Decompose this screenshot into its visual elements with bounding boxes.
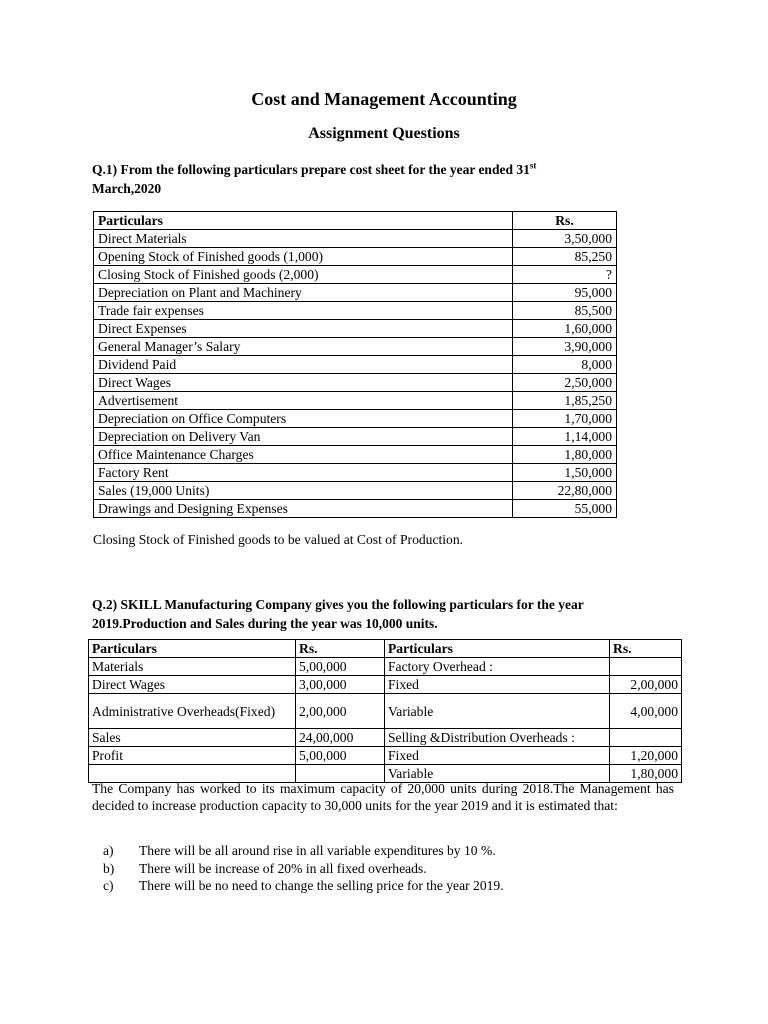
row-amount-right (610, 729, 682, 747)
q2-paragraph: The Company has worked to its maximum capacity of 20,000 units during 2018.The Management has decided to increase production capacity to 30,000 units for the year 2019 and it is estimated that: (92, 781, 674, 813)
row-particulars: General Manager’s Salary (94, 338, 513, 356)
q2-question (92, 595, 672, 633)
table-row (89, 729, 682, 747)
row-amount: 85,500 (513, 302, 617, 320)
q2-question-line1: Q.2) SKILL Manufacturing Company gives you the following particulars for the year (92, 597, 584, 612)
table-row (94, 482, 617, 500)
q1-question-sup: st (529, 160, 537, 171)
row-particulars: Advertisement (94, 392, 513, 410)
row-amount-right: 2,00,000 (610, 676, 682, 694)
q1-particulars-table (93, 211, 617, 518)
table-row (94, 464, 617, 482)
row-particulars-right: Factory Overhead : (385, 658, 610, 676)
row-particulars: Dividend Paid (94, 356, 513, 374)
row-particulars: Depreciation on Plant and Machinery (94, 284, 513, 302)
header-amount-left: Rs. (296, 640, 385, 658)
header-particulars-left: Particulars (89, 640, 296, 658)
row-amount: 3,90,000 (513, 338, 617, 356)
table-row (94, 500, 617, 518)
row-amount: 22,80,000 (513, 482, 617, 500)
row-particulars: Opening Stock of Finished goods (1,000) (94, 248, 513, 266)
q2-estimate-list (103, 842, 504, 895)
table-row (94, 320, 617, 338)
row-amount-left: 24,00,000 (296, 729, 385, 747)
row-particulars-left: Profit (89, 747, 296, 765)
row-particulars-left: Materials (89, 658, 296, 676)
table-row (89, 676, 682, 694)
row-particulars-right: Fixed (385, 676, 610, 694)
row-particulars: Depreciation on Delivery Van (94, 428, 513, 446)
row-amount-right: 1,80,000 (610, 765, 682, 783)
table-row (94, 230, 617, 248)
list-item (103, 877, 504, 895)
table-row (94, 266, 617, 284)
list-item-text: There will be increase of 20% in all fixed overheads. (139, 860, 427, 876)
row-amount: 8,000 (513, 356, 617, 374)
table-row (94, 410, 617, 428)
table-row (94, 302, 617, 320)
table-row (89, 658, 682, 676)
list-item-text: There will be all around rise in all variable expenditures by 10 %. (139, 843, 496, 858)
row-amount-left: 2,00,000 (296, 694, 385, 729)
row-amount: 85,250 (513, 248, 617, 266)
list-item (103, 842, 504, 860)
row-amount: 1,14,000 (513, 428, 617, 446)
row-particulars-right: Fixed (385, 747, 610, 765)
list-item-letter: a) (103, 843, 114, 858)
table-row (94, 248, 617, 266)
q1-note: Closing Stock of Finished goods to be valued at Cost of Production. (93, 532, 464, 547)
row-amount-left: 3,00,000 (296, 676, 385, 694)
table-row (94, 446, 617, 464)
row-particulars-left: Direct Wages (89, 676, 296, 694)
q1-question-line1: Q.1) From the following particulars prepare cost sheet for the year ended 31 (92, 162, 530, 177)
row-amount: 1,70,000 (513, 410, 617, 428)
row-amount: 95,000 (513, 284, 617, 302)
table-row (94, 392, 617, 410)
row-amount: 1,60,000 (513, 320, 617, 338)
row-particulars-right: Selling &Distribution Overheads : (385, 729, 610, 747)
row-particulars-left: Sales (89, 729, 296, 747)
row-particulars: Direct Expenses (94, 320, 513, 338)
row-particulars: Trade fair expenses (94, 302, 513, 320)
row-amount-right: 4,00,000 (610, 694, 682, 729)
document-subtitle: Assignment Questions (308, 125, 460, 142)
table-row (94, 374, 617, 392)
row-particulars: Office Maintenance Charges (94, 446, 513, 464)
table-row (94, 356, 617, 374)
row-amount-right: 1,20,000 (610, 747, 682, 765)
list-item-text: There will be no need to change the selling price for the year 2019. (139, 878, 504, 893)
table-header-row (89, 640, 682, 658)
row-amount: 1,50,000 (513, 464, 617, 482)
row-amount-left: 5,00,000 (296, 747, 385, 765)
row-particulars: Direct Wages (94, 374, 513, 392)
row-amount: ? (513, 266, 617, 284)
row-amount: 2,50,000 (513, 374, 617, 392)
table-row (94, 428, 617, 446)
document-title: Cost and Management Accounting (251, 89, 517, 109)
header-particulars-right: Particulars (385, 640, 610, 658)
row-amount: 55,000 (513, 500, 617, 518)
row-particulars-left: Administrative Overheads(Fixed) (89, 694, 296, 729)
header-particulars: Particulars (94, 212, 513, 230)
table-header-row (94, 212, 617, 230)
row-particulars: Closing Stock of Finished goods (2,000) (94, 266, 513, 284)
row-particulars: Direct Materials (94, 230, 513, 248)
row-particulars: Factory Rent (94, 464, 513, 482)
q1-question-line2: March,2020 (92, 181, 162, 196)
row-amount-left: 5,00,000 (296, 658, 385, 676)
row-particulars: Drawings and Designing Expenses (94, 500, 513, 518)
table-row (94, 284, 617, 302)
table-row (89, 694, 682, 729)
row-particulars-right: Variable (385, 694, 610, 729)
row-amount: 1,80,000 (513, 446, 617, 464)
row-particulars: Sales (19,000 Units) (94, 482, 513, 500)
q2-particulars-table (88, 639, 682, 783)
list-item-letter: b) (103, 860, 115, 876)
list-item (103, 860, 504, 878)
row-particulars: Depreciation on Office Computers (94, 410, 513, 428)
row-particulars-right: Variable (385, 765, 610, 783)
q1-question (92, 160, 672, 198)
row-amount-right (610, 658, 682, 676)
header-amount: Rs. (513, 212, 617, 230)
row-amount: 1,85,250 (513, 392, 617, 410)
row-amount: 3,50,000 (513, 230, 617, 248)
table-row (94, 338, 617, 356)
q2-question-line2: 2019.Production and Sales during the year was 10,000 units. (92, 616, 438, 631)
table-row (89, 747, 682, 765)
list-item-letter: c) (103, 878, 114, 893)
header-amount-right: Rs. (610, 640, 682, 658)
